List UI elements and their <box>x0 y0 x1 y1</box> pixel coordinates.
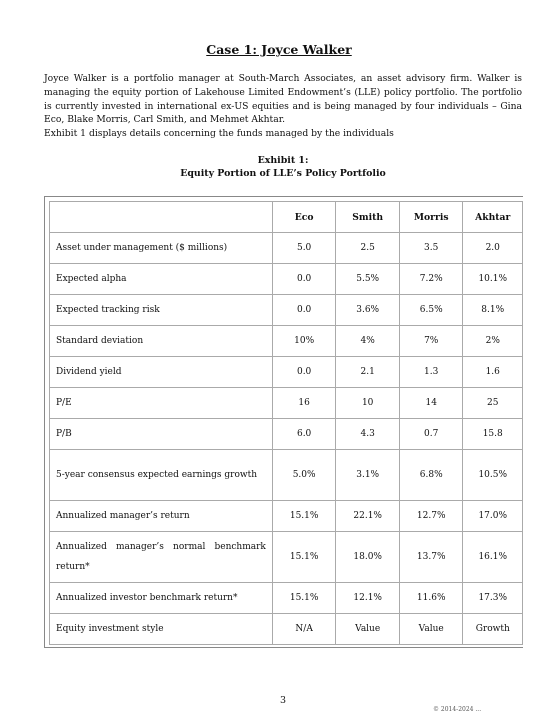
value-cell: 11.6% <box>399 583 463 614</box>
value-cell: 6.8% <box>399 450 463 501</box>
value-cell: 12.1% <box>336 583 400 614</box>
portfolio-table <box>49 201 523 645</box>
value-cell: 18.0% <box>336 532 400 583</box>
value-cell: 5.0% <box>272 450 336 501</box>
table-row <box>50 295 523 326</box>
exhibit-title: Equity Portion of LLE’s Policy Portfolio <box>180 168 386 179</box>
value-cell: 0.0 <box>272 357 336 388</box>
value-cell: 3.6% <box>336 295 400 326</box>
header-cell-empty <box>50 202 273 233</box>
value-cell: 0.0 <box>272 264 336 295</box>
table-frame <box>44 196 523 648</box>
row-label: Expected alpha <box>50 264 273 295</box>
value-cell: 10% <box>272 326 336 357</box>
table-row <box>50 388 523 419</box>
row-label: P/E <box>50 388 273 419</box>
row-label: Equity investment style <box>50 614 273 645</box>
table-header-row <box>50 202 523 233</box>
value-cell: 4% <box>336 326 400 357</box>
row-label: Dividend yield <box>50 357 273 388</box>
page-number: 3 <box>279 695 287 706</box>
header-cell-eco: Eco <box>272 202 336 233</box>
table-row <box>50 450 523 501</box>
value-cell: Value <box>336 614 400 645</box>
value-cell: 2.0 <box>463 233 523 264</box>
table-row <box>50 614 523 645</box>
row-label: Annualized manager’s return <box>50 501 273 532</box>
case-title: Case 1: Joyce Walker <box>206 42 352 57</box>
table-row <box>50 419 523 450</box>
value-cell: 6.5% <box>399 295 463 326</box>
value-cell: 10.1% <box>463 264 523 295</box>
intro-exhibit-line: Exhibit 1 displays details concerning the funds managed by the individuals <box>44 128 394 140</box>
value-cell: 17.3% <box>463 583 523 614</box>
value-cell: 1.6 <box>463 357 523 388</box>
table-row <box>50 583 523 614</box>
value-cell: 2.5 <box>336 233 400 264</box>
header-cell-smith: Smith <box>336 202 400 233</box>
table-row <box>50 532 523 583</box>
value-cell: 17.0% <box>463 501 523 532</box>
value-cell: 3.1% <box>336 450 400 501</box>
value-cell: 25 <box>463 388 523 419</box>
value-cell: 10 <box>336 388 400 419</box>
value-cell: 14 <box>399 388 463 419</box>
row-label: Asset under management ($ millions) <box>50 233 273 264</box>
value-cell: 2.1 <box>336 357 400 388</box>
value-cell: 5.0 <box>272 233 336 264</box>
row-label: Annualized manager’s normal benchmark return* <box>50 532 273 583</box>
exhibit-heading <box>0 154 558 180</box>
value-cell: 0.0 <box>272 295 336 326</box>
value-cell: 15.8 <box>463 419 523 450</box>
value-cell: 15.1% <box>272 532 336 583</box>
value-cell: 12.7% <box>399 501 463 532</box>
intro-paragraph: Joyce Walker is a portfolio manager at South-March Associates, an asset advisory firm. Walker is managing the equity portion of Lakehouse Limited Endowment’s (LLE) policy portfolio. The portfolio is currently invested in international ex-US equities and is being managed by four individuals – Gina Eco, Blake Morris, Carl Smith, and Mehmet Akhtar. <box>44 73 522 126</box>
header-cell-akhtar: Akhtar <box>463 202 523 233</box>
table-row <box>50 264 523 295</box>
table-row <box>50 357 523 388</box>
value-cell: 3.5 <box>399 233 463 264</box>
table-row <box>50 233 523 264</box>
value-cell: N/A <box>272 614 336 645</box>
value-cell: Growth <box>463 614 523 645</box>
value-cell: 8.1% <box>463 295 523 326</box>
row-label: Standard deviation <box>50 326 273 357</box>
value-cell: 10.5% <box>463 450 523 501</box>
exhibit-label: Exhibit 1: <box>257 155 309 166</box>
value-cell: 2% <box>463 326 523 357</box>
row-label: Annualized investor benchmark return* <box>50 583 273 614</box>
value-cell: 13.7% <box>399 532 463 583</box>
value-cell: 1.3 <box>399 357 463 388</box>
value-cell: 7.2% <box>399 264 463 295</box>
value-cell: 15.1% <box>272 501 336 532</box>
value-cell: 7% <box>399 326 463 357</box>
value-cell: 0.7 <box>399 419 463 450</box>
header-cell-morris: Morris <box>399 202 463 233</box>
intro-text <box>44 72 522 141</box>
value-cell: Value <box>399 614 463 645</box>
value-cell: 5.5% <box>336 264 400 295</box>
table-row <box>50 326 523 357</box>
value-cell: 22.1% <box>336 501 400 532</box>
row-label: Expected tracking risk <box>50 295 273 326</box>
value-cell: 16 <box>272 388 336 419</box>
row-label: 5-year consensus expected earnings growth <box>50 450 273 501</box>
value-cell: 15.1% <box>272 583 336 614</box>
value-cell: 16.1% <box>463 532 523 583</box>
table-row <box>50 501 523 532</box>
value-cell: 4.3 <box>336 419 400 450</box>
row-label: P/B <box>50 419 273 450</box>
copyright-note: © 2014-2024 ... <box>433 706 482 713</box>
value-cell: 6.0 <box>272 419 336 450</box>
